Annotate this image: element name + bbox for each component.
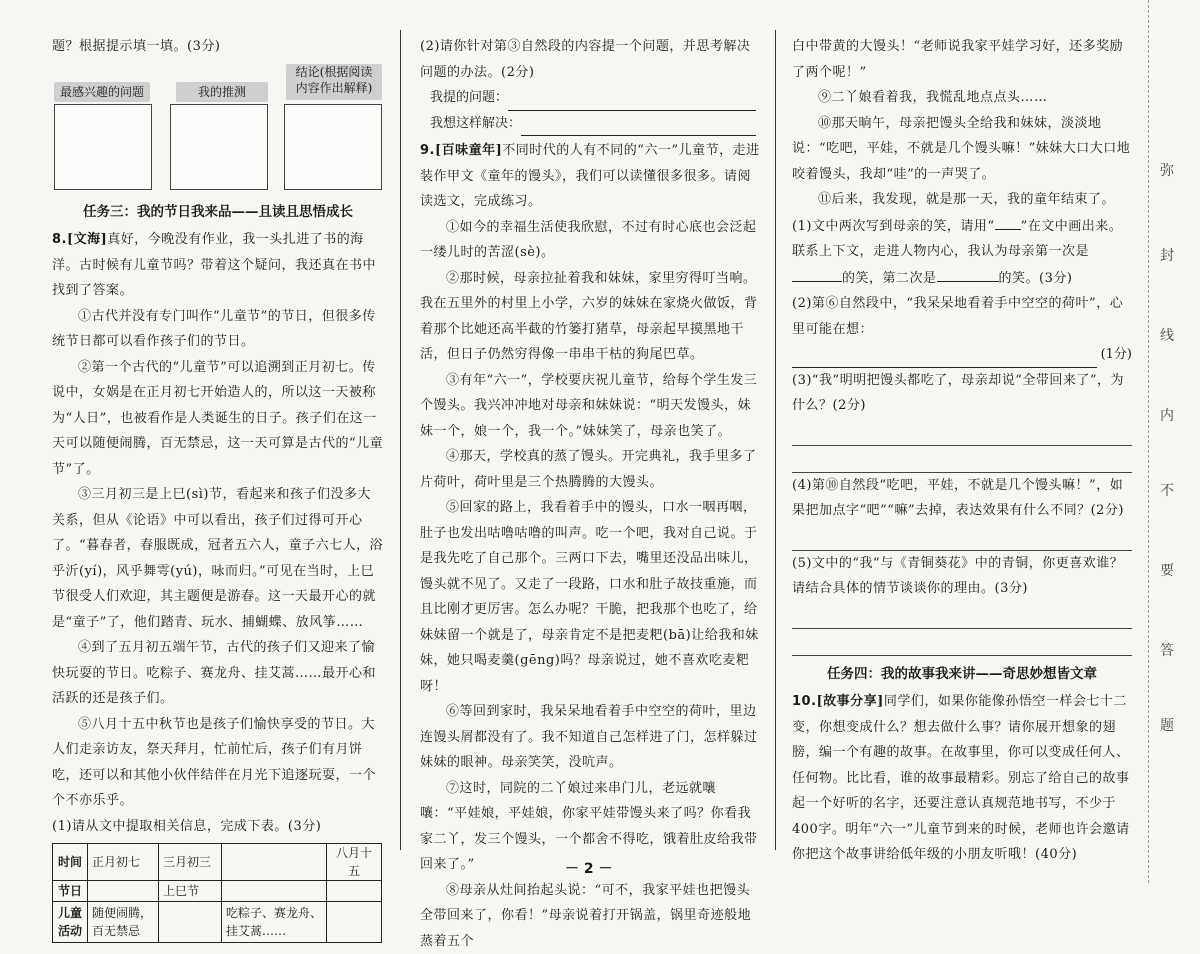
table-cell[interactable] <box>88 881 159 902</box>
seal-char: 题 <box>1157 715 1177 735</box>
q9-sub4: (4)第⑩自然段“吃吧，平娃，不就是几个馒头嘛！”，如果把加点字“吧”“嘛”去掉，表达效果有什么不同？(2分) <box>792 473 1132 524</box>
task4-heading: 任务四：我的故事我来讲——奇思妙想皆文章 <box>792 662 1132 688</box>
q9-sub2-points: (1分) <box>1101 342 1132 368</box>
box-header-conclusion-line1: 结论(根据阅读 <box>286 64 382 80</box>
ask-answer-field[interactable] <box>508 94 756 111</box>
q9-para-4: ④那天，学校真的蒸了馒头。开完典礼，我手里多了片荷叶，荷叶里是三个热腾腾的大馒头。 <box>420 444 760 495</box>
ask-label: 我提的问题： <box>430 85 508 111</box>
table-cell[interactable] <box>222 844 327 881</box>
second-smile-field[interactable] <box>937 265 999 282</box>
q9-para-5: ⑤回家的路上，我看着手中的馒头，口水一咽再咽，肚子也发出咕噜咕噜的叫声。吃一个吧，我对自己说。于是我先吃了自己那个。三两口下去，嘴里还没品出味儿，馒头就不见了。又走了一段路，口水和肚子故技重施，而且比刚才更厉害。怎么办呢？干脆，把我那个也吃了，给妹妹留一个就是了，母亲肯定不是把麦粑(bā)让给我和妹妹，她只喝麦羹(gēng)吗？母亲说过，她不喜欢吃麦粑呀！ <box>420 495 760 699</box>
q10-number: 10. <box>792 694 817 709</box>
task3-heading: 任务三：我的节日我来品——且读且思悟成长 <box>52 200 384 226</box>
q9-para-8: ⑧母亲从灶间抬起头说：“可不，我家平娃也把馒头全带回来了，你看！”母亲说着打开锅盖，锅里奇迹般地蒸着五个 <box>420 878 760 954</box>
solve-answer-field[interactable] <box>521 119 756 136</box>
q9-para-9: ⑨二丫娘看着我，我慌乱地点点头…… <box>792 85 1132 111</box>
q9-sub2: (2)第⑥自然段中，“我呆呆地看着手中空空的荷叶”，心里可能在想： <box>792 291 1132 342</box>
inquiry-boxes <box>52 64 384 174</box>
box-header-conclusion <box>286 64 382 100</box>
q9-sub1-b: ”在文中画出来。联系上下文，走进人物内心，我认为母亲第一次是 <box>792 219 1122 260</box>
q8-para-5: ⑤八月十五中秋节也是孩子们愉快享受的节日。大人们走亲访友，祭天拜月，忙前忙后，孩子们有月饼吃，还可以和其他小伙伴结伴在月光下追逐玩耍，一个个不亦乐乎。 <box>52 712 384 814</box>
table-cell[interactable] <box>327 902 382 943</box>
q9-sub4-answer-line[interactable] <box>792 524 1132 551</box>
seal-line <box>1148 0 1150 883</box>
seal-char: 内 <box>1157 405 1177 425</box>
seal-char: 不 <box>1157 480 1177 500</box>
answer-box-interest[interactable] <box>54 104 152 190</box>
q8-number: 8. <box>52 232 67 247</box>
column-divider-left <box>400 30 401 850</box>
page-number: － 2 － <box>565 858 613 878</box>
q8-tag: [文海] <box>67 232 107 247</box>
q9-para-2: ②那时候，母亲拉扯着我和妹妹，家里穷得叮当响。我在五里外的村里上小学，六岁的妹妹在家烧火做饭，背着那个比她还高半截的竹篓打猪草，母亲起早摸黑地干活，但日子仍然穷得像一串串干枯的狗尾巴草。 <box>420 266 760 368</box>
mark-symbol-blank <box>995 213 1021 230</box>
q9-para-7: ⑦这时，同院的二丫娘过来串门儿，老远就嚷嚷：“平娃娘，平娃娘，你家平娃带馒头来了吗？你看我家二丫，发三个馒头，一个都舍不得吃，饿着肚皮给我带回来了。” <box>420 776 760 878</box>
table-cell: 儿童活动 <box>53 902 88 943</box>
q9-para-11: ⑪后来，我发现，就是那一天，我的童年结束了。 <box>792 187 1132 213</box>
q9-number: 9. <box>420 143 435 158</box>
table-cell: 节日 <box>53 881 88 902</box>
box-header-guess: 我的推测 <box>176 82 268 102</box>
q9-sub2-answer-field[interactable] <box>792 351 1097 368</box>
seal-char: 弥 <box>1157 160 1177 180</box>
q8-para-1: ①古代并没有专门叫作“儿童节”的节日，但很多传统节日都可以看作孩子们的节日。 <box>52 304 384 355</box>
box-header-interest: 最感兴趣的问题 <box>54 82 150 102</box>
seal-char: 要 <box>1157 560 1177 580</box>
table-cell: 随便闹腾，百无禁忌 <box>88 902 159 943</box>
seal-char: 线 <box>1157 325 1177 345</box>
q9-para-3: ③有年“六一”，学校要庆祝儿童节，给每个学生发三个馒头。我兴冲冲地对母亲和妹妹说：“明天发馒头，妹妹一个，娘一个，我一个。”妹妹笑了，母亲也笑了。 <box>420 368 760 445</box>
solve-row <box>420 111 760 137</box>
answer-box-conclusion[interactable] <box>284 104 382 190</box>
table-row-festival <box>53 881 382 902</box>
table-cell: 上巳节 <box>159 881 222 902</box>
intro-line: 题？根据提示填一填。(3分) <box>52 34 384 60</box>
q8-text: 真好，今晚没有作业，我一头扎进了书的海洋。古时候有儿童节吗？带着这个疑问，我还真在书中找到了答案。 <box>52 232 376 298</box>
table-cell[interactable] <box>222 881 327 902</box>
seal-char: 答 <box>1157 640 1177 660</box>
q8-para-2: ②第一个古代的“儿童节”可以追溯到正月初七。传说中，女娲是在正月初七开始造人的，所以这一天被称为“人日”，也被看作是人类诞生的日子。孩子们在这一天可以随便闹腾，百无禁忌，这一天可算是古代的“儿童节”了。 <box>52 355 384 483</box>
q9-para-1: ①如今的幸福生活使我欣慰，不过有时心底也会泛起一缕儿时的苦涩(sè)。 <box>420 215 760 266</box>
answer-box-guess[interactable] <box>170 104 268 190</box>
q9-text: 不同时代的人有不同的“六一”儿童节，走进装作甲文《童年的馒头》，我们可以读懂很多很多。请阅读选文，完成练习。 <box>420 143 760 209</box>
q9-intro <box>420 138 760 215</box>
column-divider-right <box>775 30 776 850</box>
column-2 <box>420 34 760 954</box>
q9-sub3-answer-line-1[interactable] <box>792 419 1132 446</box>
table-cell: 吃粽子、赛龙舟、挂艾蒿…… <box>222 902 327 943</box>
q9-sub5: (5)文中的“我”与《青铜葵花》中的青铜，你更喜欢谁？请结合具体的情节谈谈你的理由。(3分) <box>792 551 1132 602</box>
table-cell: 正月初七 <box>88 844 159 881</box>
q10-text-block <box>792 689 1132 868</box>
q9-sub5-answer-line-2[interactable] <box>792 629 1132 656</box>
table-row-activity <box>53 902 382 943</box>
q9-para-8-cont: 白中带黄的大馒头！“老师说我家平娃学习好，还多奖励了两个呢！” <box>792 34 1132 85</box>
q8-sub2: (2)请你针对第③自然段的内容提一个问题，并思考解决问题的办法。(2分) <box>420 34 760 85</box>
q10-tag: [故事分享] <box>817 694 884 709</box>
column-1 <box>52 34 384 943</box>
q9-para-10: ⑩那天晌午，母亲把馒头全给我和妹妹，淡淡地说：“吃吧，平娃，不就是几个馒头嘛！”妹妹大口大口地咬着馒头，我却“哇”的一声哭了。 <box>792 111 1132 188</box>
q9-sub5-answer-line-1[interactable] <box>792 602 1132 629</box>
q9-tag: [百味童年] <box>435 143 502 158</box>
q9-sub1-a: (1)文中两次写到母亲的笑，请用“ <box>792 219 995 234</box>
q8-sub1: (1)请从文中提取相关信息，完成下表。(3分) <box>52 814 384 840</box>
q8-intro <box>52 227 384 304</box>
table-cell: 八月十五 <box>327 844 382 881</box>
q9-sub3: (3)“我”明明把馒头都吃了，母亲却说“全带回来了”，为什么？(2分) <box>792 368 1132 419</box>
first-smile-field[interactable] <box>792 265 842 282</box>
table-cell: 三月初三 <box>159 844 222 881</box>
q8-para-3: ③三月初三是上巳(sì)节，看起来和孩子们没多大关系，但从《论语》中可以看出，孩子们过得可开心了。“暮春者，春服既成，冠者五六人，童子六七人，浴乎沂(yí)，风乎舞雩(yú)，咏而归。”可见在当时，上巳节很受人们欢迎，其主题便是游春。这一天最开心的就是“童子”了，他们踏青、玩水、捕蝴蝶、放风筝…… <box>52 482 384 635</box>
q9-sub1-c: 的笑，第二次是 <box>842 271 937 286</box>
ask-row <box>420 85 760 111</box>
table-cell[interactable] <box>327 881 382 902</box>
festival-table <box>52 843 382 943</box>
q10-text: 同学们，如果你能像孙悟空一样会七十二变，你想变成什么？想去做什么事？请你展开想象的翅膀，编一个有趣的故事。在故事里，你可以变成任何人、任何物。比比看，谁的故事最精彩。别忘了给自己的故事起一个好听的名字，还要注意认真规范地书写，不少于400字。明年“六一”儿童节到来的时候，老师也许会邀请你把这个故事讲给低年级的小朋友听哦！(40分) <box>792 694 1130 862</box>
q8-para-4: ④到了五月初五端午节，古代的孩子们又迎来了愉快玩耍的节日。吃粽子、赛龙舟、挂艾蒿……最开心和活跃的还是孩子们。 <box>52 635 384 712</box>
q9-sub3-answer-line-2[interactable] <box>792 446 1132 473</box>
q9-sub2-answer-row <box>792 342 1132 368</box>
seal-char: 封 <box>1157 245 1177 265</box>
column-3 <box>792 34 1132 868</box>
box-header-conclusion-line2: 内容作出解释) <box>286 80 382 96</box>
table-cell: 时间 <box>53 844 88 881</box>
table-cell[interactable] <box>159 902 222 943</box>
table-row-time <box>53 844 382 881</box>
q9-sub1 <box>792 213 1132 292</box>
q9-sub1-d: 的笑。(3分) <box>999 271 1073 286</box>
solve-label: 我想这样解决： <box>430 111 521 137</box>
q9-para-6: ⑥等回到家时，我呆呆地看着手中空空的荷叶，里边连馒头屑都没有了。我不知道自己怎样进了门，怎样躲过妹妹的眼神。母亲笑笑，没吭声。 <box>420 699 760 776</box>
